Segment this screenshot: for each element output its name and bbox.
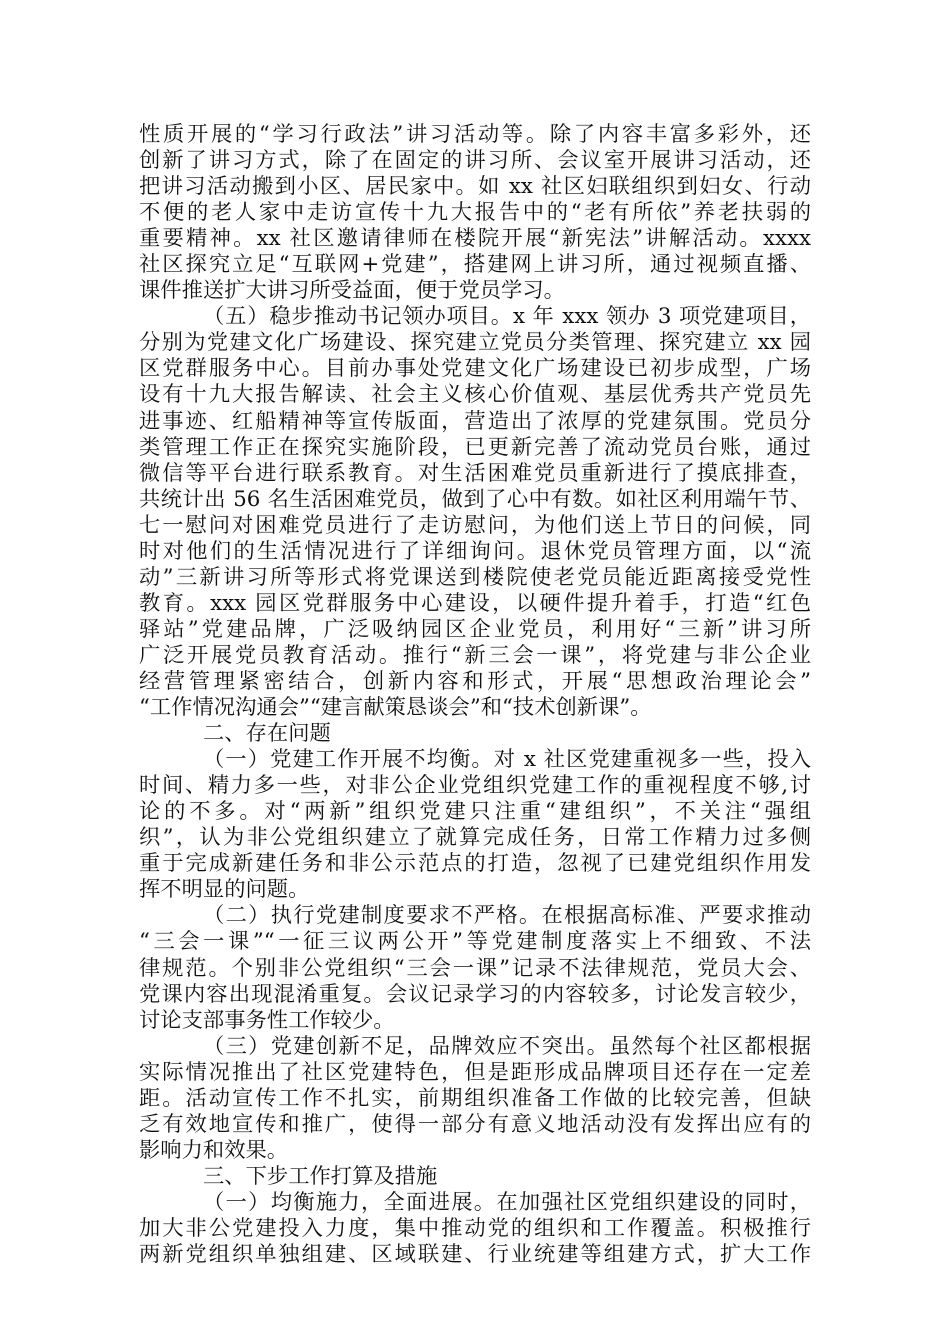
text-line: 加大非公党建投入力度，集中推动党的组织和工作覆盖。积极推行 (139, 1215, 811, 1241)
text-line: 重于完成新建任务和非公示范点的打造，忽视了已建党组织作用发 (139, 851, 811, 877)
text-line: 动”三新讲习所等形式将党课送到楼院使老党员能近距离接受党性 (139, 564, 811, 590)
text-line: 把讲习活动搬到小区、居民家中。如 xx 社区妇联组织到妇女、行动 (139, 174, 811, 200)
text-line: 时间、精力多一些，对非公企业党组织党建工作的重视程度不够,讨 (139, 773, 811, 799)
text-line: 乏有效地宣传和推广，使得一部分有意义地活动没有发挥出应有的 (139, 1111, 811, 1137)
text-line: （一）党建工作开展不均衡。对 x 社区党建重视多一些，投入 (203, 747, 811, 773)
text-line: 性质开展的“学习行政法”讲习活动等。除了内容丰富多彩外，还 (139, 122, 811, 147)
section-heading (139, 1164, 811, 1190)
text-line: 织”，认为非公党组织建立了就算完成任务，日常工作精力过多侧 (139, 825, 811, 851)
text-line: 创新了讲习方式，除了在固定的讲习所、会议室开展讲习活动，还 (139, 148, 811, 174)
text-line: “三会一课”“一征三议两公开”等党建制度落实上不细致、不法 (139, 929, 811, 955)
text-line: 区党群服务中心。目前办事处党建文化广场建设已初步成型，广场 (139, 356, 811, 382)
text-line: 教育。xxx 园区党群服务中心建设，以硬件提升着手，打造“红色 (139, 590, 811, 616)
body-paragraph (139, 304, 811, 721)
text-line: （二）执行党建制度要求不严格。在根据高标准、严要求推动 (203, 903, 811, 929)
text-line: 广泛开展党员教育活动。推行“新三会一课”，将党建与非公企业 (139, 642, 811, 668)
body-paragraph (139, 122, 811, 304)
text-line: 距。活动宣传工作不扎实，前期组织准备工作做的比较完善，但缺 (139, 1085, 811, 1111)
text-line: 党课内容出现混淆重复。会议记录学习的内容较多，讨论发言较少， (139, 981, 811, 1007)
text-line: 经营管理紧密结合，创新内容和形式，开展“思想政治理论会” (139, 668, 811, 694)
text-line: 讨论支部事务性工作较少。 (139, 1007, 395, 1033)
body-paragraph (139, 1034, 811, 1164)
text-line: 两新党组织单独组建、区域联建、行业统建等组建方式，扩大工作 (139, 1242, 811, 1268)
text-line: （三）党建创新不足，品牌效应不突出。虽然每个社区都根据 (203, 1033, 811, 1059)
section-heading (139, 721, 811, 747)
text-line: （一）均衡施力，全面进展。在加强社区党组织建设的同时， (203, 1189, 811, 1215)
text-line: 重要精神。xx 社区邀请律师在楼院开展“新宪法”讲解活动。xxxx (139, 226, 811, 252)
text-line: 实际情况推出了社区党建特色，但是距形成品牌项目还存在一定差 (139, 1059, 811, 1085)
text-line: “工作情况沟通会”“建言献策恳谈会”和“技术创新课”。 (139, 695, 652, 721)
text-line: 不便的老人家中走访宣传十九大报告中的“老有所依”养老扶弱的 (139, 200, 811, 226)
text-line: 时对他们的生活情况进行了详细询问。退休党员管理方面，以“流 (139, 538, 811, 564)
text-line: 分别为党建文化广场建设、探究建立党员分类管理、探究建立 xx 园 (139, 330, 811, 356)
heading-text: 二、存在问题 (203, 721, 331, 747)
text-line: 社区探究立足“互联网+党建”，搭建网上讲习所，通过视频直播、 (139, 252, 811, 278)
text-line: 驿站”党建品牌，广泛吸纳园区企业党员，利用好“三新”讲习所 (139, 616, 811, 642)
body-paragraph (139, 747, 811, 903)
text-line: （五）稳步推动书记领办项目。x 年 xxx 领办 3 项党建项目， (203, 304, 811, 330)
text-line: 论的不多。对“两新”组织党建只注重“建组织”，不关注“强组 (139, 799, 811, 825)
text-line: 挥不明显的问题。 (139, 877, 310, 903)
text-line: 进事迹、红船精神等宣传版面，营造出了浓厚的党建氛围。党员分 (139, 408, 811, 434)
text-line: 七一慰问对困难党员进行了走访慰问，为他们送上节日的问候，同 (139, 512, 811, 538)
document-page (139, 122, 811, 1268)
text-line: 类管理工作正在探究实施阶段，已更新完善了流动党员台账，通过 (139, 434, 811, 460)
text-line: 微信等平台进行联系教育。对生活困难党员重新进行了摸底排查， (139, 460, 811, 486)
text-line: 共统计出 56 名生活困难党员，做到了心中有数。如社区利用端午节、 (139, 486, 811, 512)
text-line: 影响力和效果。 (139, 1137, 289, 1163)
text-line: 设有十九大报告解读、社会主义核心价值观、基层优秀共产党员先 (139, 382, 811, 408)
text-line: 课件推送扩大讲习所受益面，便于党员学习。 (139, 278, 565, 304)
heading-text: 三、下步工作打算及措施 (203, 1163, 438, 1189)
body-paragraph (139, 1190, 811, 1268)
body-paragraph (139, 903, 811, 1033)
text-line: 律规范。个别非公党组织“三会一课”记录不法律规范，党员大会、 (139, 955, 811, 981)
